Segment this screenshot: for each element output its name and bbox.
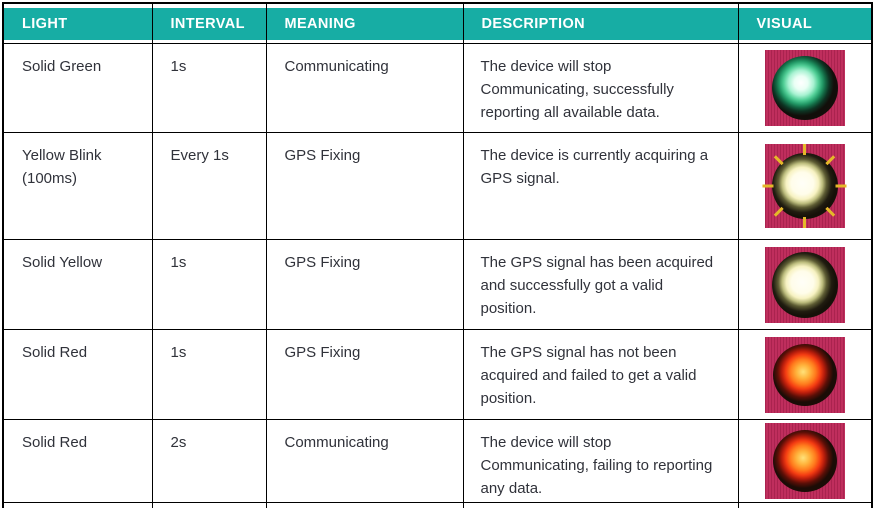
meaning-cell [266, 330, 463, 420]
description-value: The GPS signal has not been acquired and failed to get a valid position. [480, 344, 697, 407]
description-value: The device will stop Communicating, successfully reporting all available data. [480, 58, 674, 121]
meaning-cell [266, 240, 463, 330]
interval-cell [152, 133, 266, 240]
light-cell [3, 330, 152, 420]
meaning-cell [266, 44, 463, 133]
meaning-cell [266, 133, 463, 240]
interval-value: 1s [170, 58, 187, 75]
blink-rays-icon [765, 144, 845, 228]
description-value: The device will stop Communicating, failing to reporting any data. [480, 434, 713, 497]
table-row [3, 133, 872, 240]
description-cell [463, 420, 738, 503]
column-header-visual-label: VISUAL [756, 15, 813, 32]
light-value: Solid Red [22, 344, 88, 361]
column-header-description-label: DESCRIPTION [481, 15, 585, 32]
column-header-interval-label: INTERVAL [170, 15, 245, 32]
led-status-table [2, 2, 873, 508]
yellow-led-icon [772, 252, 838, 318]
table-row [3, 330, 872, 420]
interval-cell [152, 44, 266, 133]
light-value: Solid Green [22, 58, 102, 75]
description-value: The device is currently acquiring a GPS signal. [480, 147, 709, 187]
light-cell [3, 44, 152, 133]
green-led-photo [765, 50, 845, 126]
light-cell [3, 133, 152, 240]
interval-cell [152, 420, 266, 503]
visual-cell [738, 133, 872, 240]
partial-row-cutoff [3, 503, 872, 508]
meaning-value: GPS Fixing [284, 344, 361, 361]
table-row [3, 420, 872, 503]
interval-cell [152, 240, 266, 330]
red-led-photo [765, 423, 845, 499]
column-header-meaning-label: MEANING [284, 15, 356, 32]
meaning-value: GPS Fixing [284, 147, 361, 164]
table-row [3, 240, 872, 330]
description-cell [463, 44, 738, 133]
meaning-value: Communicating [284, 434, 389, 451]
red-led-icon [773, 430, 837, 492]
interval-value: 1s [170, 254, 187, 271]
interval-cell [152, 330, 266, 420]
yellow-led-photo [765, 247, 845, 323]
column-header-interval [152, 3, 266, 44]
visual-cell [738, 44, 872, 133]
meaning-value: GPS Fixing [284, 254, 361, 271]
red-led-photo [765, 337, 845, 413]
interval-value: 1s [170, 344, 187, 361]
meaning-cell [266, 420, 463, 503]
description-cell [463, 133, 738, 240]
green-led-icon [772, 56, 838, 120]
light-value: Solid Yellow [22, 254, 103, 271]
description-cell [463, 240, 738, 330]
meaning-value: Communicating [284, 58, 389, 75]
red-led-icon [773, 344, 837, 406]
table-row [3, 44, 872, 133]
description-value: The GPS signal has been acquired and successfully got a valid position. [480, 254, 714, 317]
table-header-row [3, 3, 872, 44]
visual-cell [738, 420, 872, 503]
column-header-meaning [266, 3, 463, 44]
description-cell [463, 330, 738, 420]
light-value: Solid Red [22, 434, 88, 451]
yellow-led-blinking-photo [765, 144, 845, 228]
light-value: Yellow Blink (100ms) [22, 147, 102, 187]
visual-cell [738, 240, 872, 330]
column-header-light [3, 3, 152, 44]
visual-cell [738, 330, 872, 420]
column-header-visual [738, 3, 872, 44]
interval-value: Every 1s [170, 147, 229, 164]
light-cell [3, 240, 152, 330]
light-cell [3, 420, 152, 503]
column-header-description [463, 3, 738, 44]
interval-value: 2s [170, 434, 187, 451]
column-header-light-label: LIGHT [22, 15, 68, 32]
